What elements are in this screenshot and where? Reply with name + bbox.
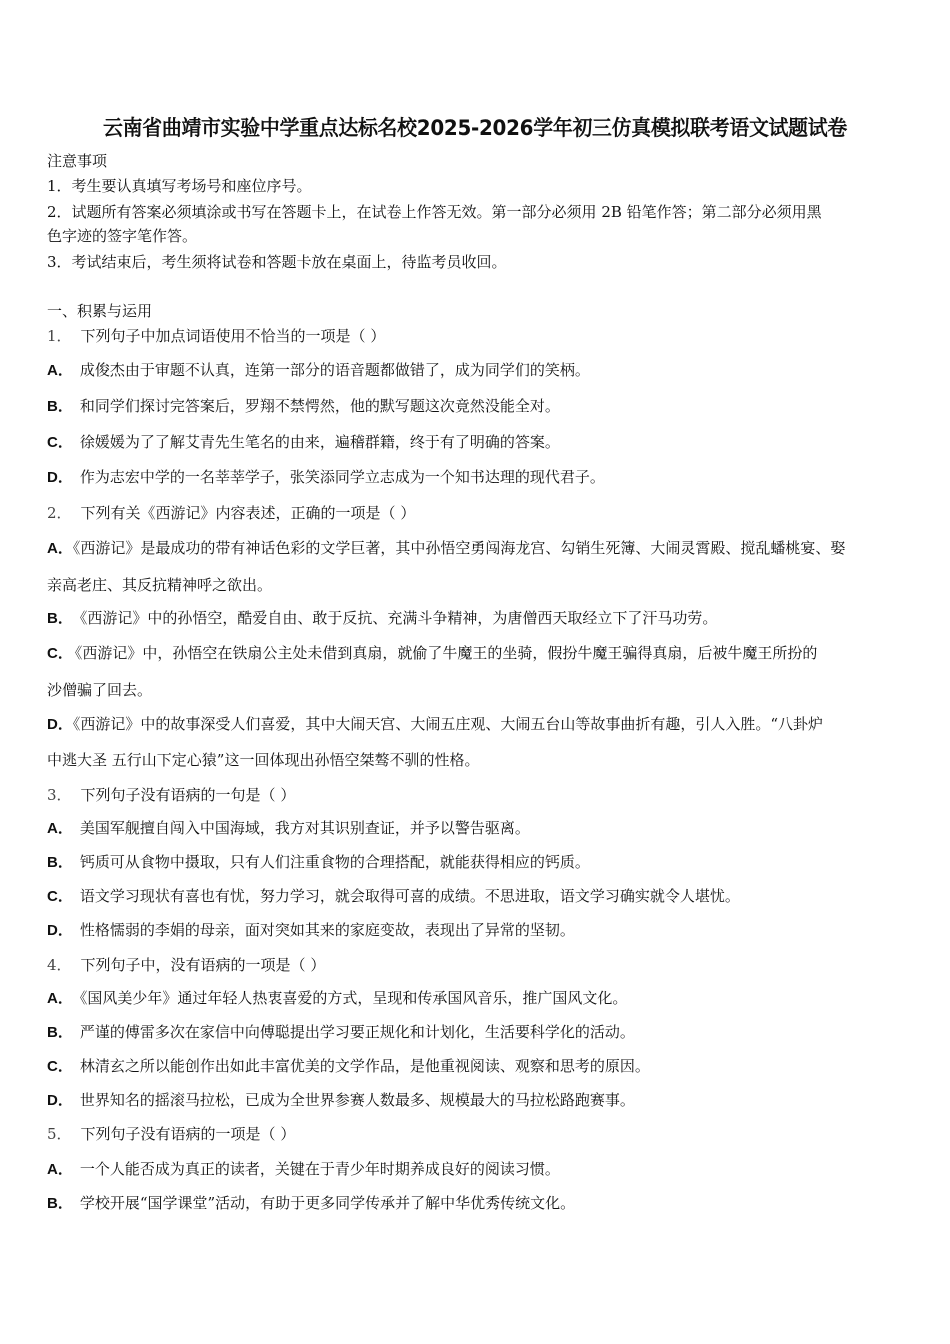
- question-text: 下列句子没有语病的一句是（ ）: [80, 786, 296, 804]
- q2-option-b: [47, 608, 717, 629]
- option-text: 严谨的傅雷多次在家信中向傅聪提出学习要正规化和计划化，生活要科学化的活动。: [79, 1023, 635, 1041]
- option-text: 性格懦弱的李娟的母亲，面对突如其来的家庭变故，表现出了异常的坚韧。: [79, 921, 575, 939]
- option-text: 徐媛媛为了了解艾青先生笔名的由来，遍稽群籍，终于有了明确的答案。: [79, 433, 560, 451]
- option-label: B．: [47, 1024, 73, 1041]
- option-label: B．: [47, 398, 73, 415]
- q4-option-d: [47, 1090, 635, 1111]
- option-label: A．: [47, 1161, 73, 1178]
- option-text: 语文学习现状有喜也有忧，努力学习，就会取得可喜的成绩。不思进取，语文学习确实就令人堪忧。: [79, 887, 740, 905]
- notice-item-2-cont: 色字迹的签字笔作答。: [47, 227, 198, 245]
- option-text: 《国风美少年》通过年轻人热衷喜爱的方式，呈现和传承国风音乐，推广国风文化。: [79, 989, 628, 1007]
- option-label: A．: [47, 820, 73, 837]
- question-text: 下列句子没有语病的一项是（ ）: [80, 1125, 296, 1143]
- q4-option-b: [47, 1022, 635, 1043]
- question-number: 5．: [47, 1125, 72, 1143]
- option-text: 世界知名的摇滚马拉松，已成为全世界参赛人数最多、规模最大的马拉松路跑赛事。: [79, 1091, 635, 1109]
- document-title: 云南省曲靖市实验中学重点达标名校2025-2026学年初三仿真模拟联考语文试题试卷: [102, 116, 848, 140]
- notice-item-2: 2．试题所有答案必须填涂或书写在答题卡上，在试卷上作答无效。第一部分必须用 2B 铅笔作答；第二部分必须用黑: [47, 203, 822, 221]
- option-label: A．: [47, 362, 73, 379]
- option-label: D．: [47, 1092, 73, 1109]
- option-text: 成俊杰由于审题不认真，连第一部分的语音题都做错了，成为同学们的笑柄。: [79, 361, 590, 379]
- q2-option-d-cont: 中逃大圣 五行山下定心猿”这一回体现出孙悟空桀骜不驯的性格。: [47, 751, 480, 769]
- option-text: 美国军舰擅自闯入中国海域，我方对其识别查证，并予以警告驱离。: [79, 819, 530, 837]
- q1-option-c: [47, 432, 560, 453]
- option-label: B．: [47, 1195, 73, 1212]
- question-3-stem: [47, 785, 295, 805]
- option-label: B．: [47, 854, 73, 871]
- option-label: C．: [47, 888, 73, 905]
- option-text: 林清玄之所以能创作出如此丰富优美的文学作品，是他重视阅读、观察和思考的原因。: [79, 1057, 650, 1075]
- option-text: 《西游记》中的故事深受人们喜爱，其中大闹天宫、大闹五庄观、大闹五台山等故事曲折有趣，引人入胜。“八卦炉: [72, 715, 824, 733]
- question-4-stem: [47, 955, 325, 975]
- question-number: 2．: [47, 504, 72, 522]
- question-number: 4．: [47, 956, 72, 974]
- question-2-stem: [47, 503, 415, 523]
- q2-option-d: [47, 714, 823, 735]
- q3-option-b: [47, 852, 590, 873]
- q2-option-a-cont: 亲高老庄、其反抗精神呼之欲出。: [47, 576, 273, 594]
- section-heading: 一、积累与运用: [47, 302, 153, 320]
- option-label: D．: [47, 922, 73, 939]
- q4-option-a: [47, 988, 627, 1009]
- option-text: 学校开展“国学课堂”活动，有助于更多同学传承并了解中华优秀传统文化。: [79, 1194, 576, 1212]
- option-text: 《西游记》中，孙悟空在铁扇公主处未借到真扇，就偷了牛魔王的坐骑，假扮牛魔王骗得真扇，后被牛魔王所扮的: [74, 644, 818, 662]
- q2-option-c: [47, 643, 817, 664]
- option-text: 一个人能否成为真正的读者，关键在于青少年时期养成良好的阅读习惯。: [79, 1160, 560, 1178]
- question-number: 3．: [47, 786, 72, 804]
- option-label: A．: [47, 540, 73, 557]
- q1-option-b: [47, 396, 560, 417]
- option-text: 《西游记》中的孙悟空，酷爱自由、敢于反抗、充满斗争精神，为唐僧西天取经立下了汗马功劳。: [79, 609, 718, 627]
- notice-item-1: 1．考生要认真填写考场号和座位序号。: [47, 177, 312, 195]
- question-5-stem: [47, 1124, 295, 1144]
- option-text: 和同学们探讨完答案后，罗翔不禁愕然，他的默写题这次竟然没能全对。: [79, 397, 560, 415]
- question-text: 下列有关《西游记》内容表述，正确的一项是（ ）: [80, 504, 416, 522]
- option-text: 作为志宏中学的一名莘莘学子，张笑添同学立志成为一个知书达理的现代君子。: [79, 468, 605, 486]
- question-number: 1．: [47, 327, 72, 345]
- q2-option-c-cont: 沙僧骗了回去。: [47, 681, 153, 699]
- q3-option-d: [47, 920, 575, 941]
- q3-option-c: [47, 886, 740, 907]
- q5-option-b: [47, 1193, 575, 1214]
- notice-item-3: 3．考试结束后，考生须将试卷和答题卡放在桌面上，待监考员收回。: [47, 253, 507, 271]
- option-text: 《西游记》是最成功的带有神话色彩的文学巨著，其中孙悟空勇闯海龙宫、勾销生死簿、大闹灵霄殿、搅乱蟠桃宴、娶: [72, 539, 846, 557]
- option-label: A．: [47, 990, 73, 1007]
- question-text: 下列句子中，没有语病的一项是（ ）: [80, 956, 326, 974]
- option-text: 钙质可从食物中摄取，只有人们注重食物的合理搭配，就能获得相应的钙质。: [79, 853, 590, 871]
- question-text: 下列句子中加点词语使用不恰当的一项是（ ）: [80, 327, 386, 345]
- option-label: B．: [47, 610, 73, 627]
- q1-option-a: [47, 360, 590, 381]
- notice-heading: 注意事项: [47, 152, 108, 170]
- option-label: C．: [47, 645, 73, 662]
- question-1-stem: [47, 326, 385, 346]
- option-label: C．: [47, 434, 73, 451]
- option-label: D．: [47, 716, 73, 733]
- q1-option-d: [47, 467, 605, 488]
- option-label: C．: [47, 1058, 73, 1075]
- option-label: D．: [47, 469, 73, 486]
- q3-option-a: [47, 818, 530, 839]
- q2-option-a: [47, 538, 845, 559]
- q4-option-c: [47, 1056, 650, 1077]
- q5-option-a: [47, 1159, 560, 1180]
